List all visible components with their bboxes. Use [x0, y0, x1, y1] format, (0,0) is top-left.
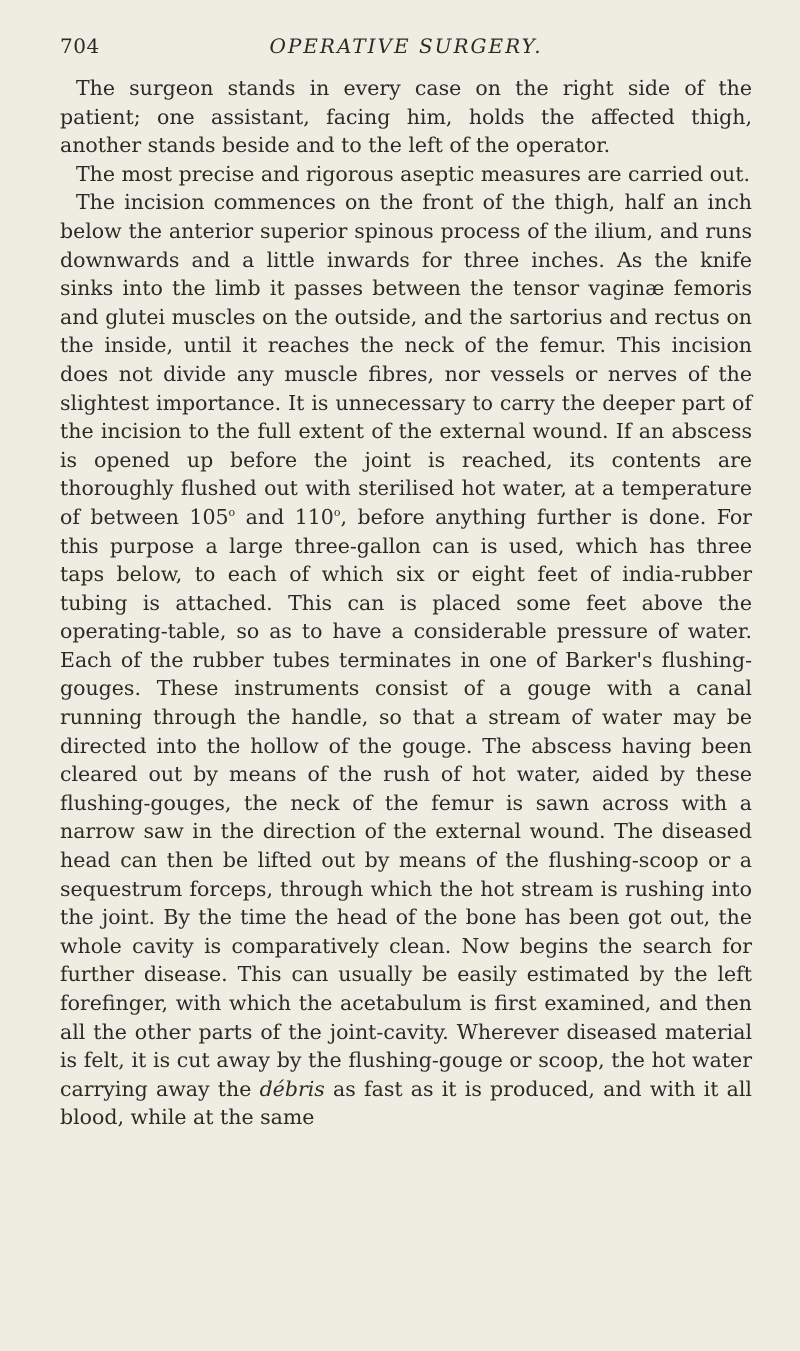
- paragraph-3-text-a: The incision commences on the front of the thigh, half an inch below the anterior superior spinous process of the ilium, and runs downwards and a little inwards for three inches. As the knife sinks into the limb it passes between the tensor vaginæ femoris and glutei muscles on the outside, and the sartorius and rectus on the inside, until it reaches the neck of the femur. This incision does not divide any muscle fibres, nor vessels or nerves of the slightest importance. It is unnecessary to carry the deeper part of the incision to the full extent of the external wound. If an abscess is opened up before the joint is reached, its contents are thoroughly flushed out with sterilised hot water, at a temperature of between 105: [60, 190, 752, 529]
- degree-sign-2: o: [333, 506, 341, 520]
- italic-term: débris: [259, 1076, 325, 1101]
- paragraph-1: The surgeon stands in every case on the right side of the patient; one assistant, facing him, holds the affected thigh, another stands beside and to the left of the operator.: [60, 76, 752, 158]
- degree-sign-1: o: [228, 506, 236, 520]
- page-header: [60, 34, 752, 62]
- paragraph-3-text-d: as fast as it is produced, and with it all blood, while at the same: [60, 1076, 752, 1130]
- paragraph-3: [60, 188, 752, 1132]
- running-head: OPERATIVE SURGERY.: [269, 34, 543, 58]
- body-text: [60, 74, 752, 1132]
- paragraph-3-text-b: and 110: [235, 504, 334, 529]
- page-number: 704: [60, 34, 100, 58]
- paragraph-2: The most precise and rigorous aseptic measures are carried out.: [76, 161, 750, 186]
- paragraph-3-text-c: , before anything further is done. For this purpose a large three-gallon can is used, which has three taps below, to each of which six or eight feet of india-rubber tubing is attached. This can is placed some feet above the operating-table, so as to have a considerable pressure of water. Each of the rubber tubes terminates in one of Barker's flushing-gouges. These instruments consist of a gouge with a canal running through the handle, so that a stream of water may be directed into the hollow of the gouge. The abscess having been cleared out by means of the rush of hot water, aided by these flushing-gouges, the neck of the femur is sawn across with a narrow saw in the direction of the external wound. The diseased head can then be lifted out by means of the flushing-scoop or a sequestrum forceps, through which the hot stream is rushing into the joint. By the time the head of the bone has been got out, the whole cavity is comparatively clean. Now begins the search for further disease. This can usually be easily estimated by the left forefinger, with which the acetabulum is first examined, and then all the other parts of the joint-cavity. Wherever diseased material is felt, it is cut away by the flushing-gouge or scoop, the hot water carrying away the: [60, 504, 752, 1101]
